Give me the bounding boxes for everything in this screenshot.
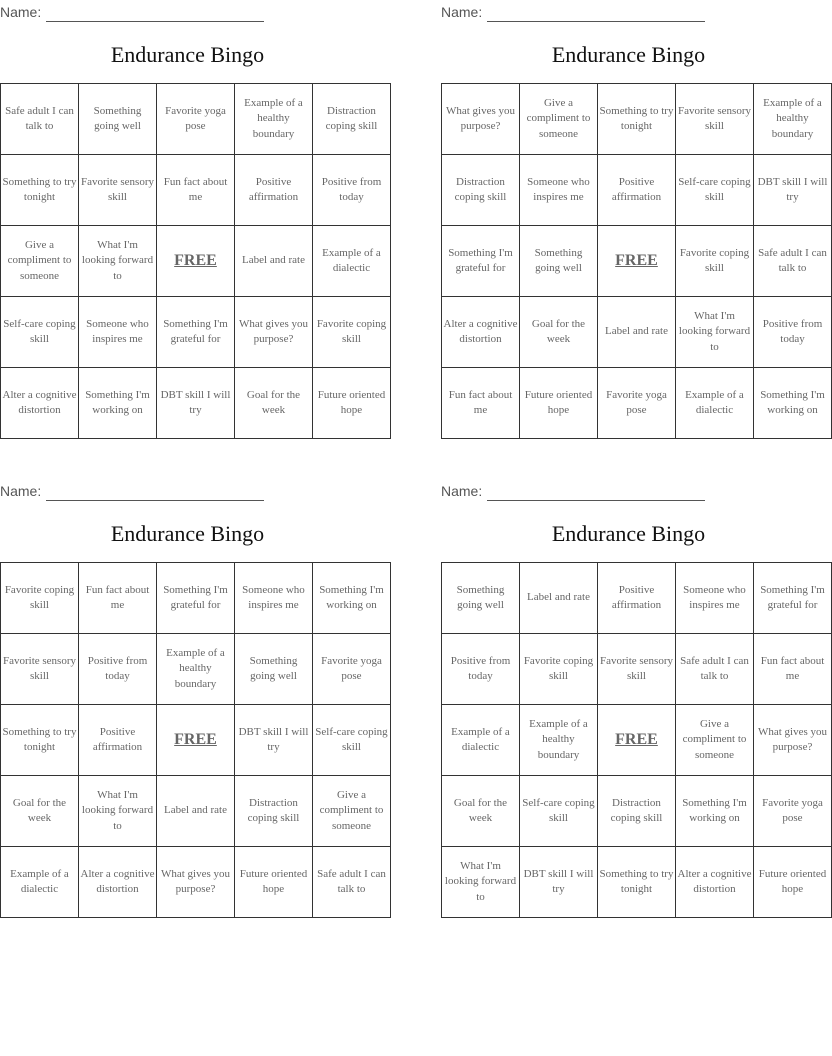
bingo-cell[interactable]: Label and rate [235,226,313,297]
bingo-cell[interactable]: Example of a healthy boundary [157,634,235,705]
bingo-cell[interactable]: Future oriented hope [313,368,391,439]
bingo-row [442,847,832,918]
bingo-cell[interactable]: Self-care coping skill [676,155,754,226]
bingo-row [442,155,832,226]
bingo-cell[interactable]: Safe adult I can talk to [676,634,754,705]
bingo-cell[interactable]: Self-care coping skill [313,705,391,776]
bingo-row [1,226,391,297]
bingo-cell[interactable]: Future oriented hope [754,847,832,918]
free-space-cell[interactable]: FREE [598,226,676,297]
bingo-grid [0,562,391,918]
bingo-cell[interactable]: Fun fact about me [157,155,235,226]
bingo-row [442,776,832,847]
bingo-cell[interactable]: DBT skill I will try [157,368,235,439]
bingo-cell[interactable]: Alter a cognitive distortion [442,297,520,368]
bingo-cell[interactable]: Goal for the week [520,297,598,368]
bingo-cell[interactable]: Favorite coping skill [676,226,754,297]
bingo-cell[interactable]: Something I'm working on [79,368,157,439]
bingo-cell[interactable]: Something I'm grateful for [157,297,235,368]
card-title: Endurance Bingo [110,42,265,67]
name-line [0,0,300,22]
bingo-cell[interactable]: Something going well [79,84,157,155]
bingo-cell[interactable]: Fun fact about me [442,368,520,439]
bingo-cell[interactable]: Safe adult I can talk to [754,226,832,297]
bingo-cell[interactable]: Give a compliment to someone [520,84,598,155]
name-field[interactable] [487,484,705,501]
bingo-grid [0,83,391,439]
bingo-cell[interactable]: Positive affirmation [79,705,157,776]
bingo-cell[interactable]: Example of a healthy boundary [754,84,832,155]
bingo-cell[interactable]: Favorite sensory skill [676,84,754,155]
bingo-card-4 [441,479,828,914]
bingo-row [1,563,391,634]
bingo-cell[interactable]: Something I'm grateful for [442,226,520,297]
bingo-cell[interactable]: Safe adult I can talk to [313,847,391,918]
bingo-cell[interactable]: Something to try tonight [1,155,79,226]
bingo-cell[interactable]: Distraction coping skill [598,776,676,847]
bingo-row [1,368,391,439]
bingo-cell[interactable]: Something to try tonight [598,84,676,155]
bingo-cell[interactable]: Distraction coping skill [442,155,520,226]
bingo-cell[interactable]: Positive from today [754,297,832,368]
bingo-cell[interactable]: Goal for the week [442,776,520,847]
bingo-cell[interactable]: Example of a dialectic [313,226,391,297]
bingo-row [442,563,832,634]
bingo-cell[interactable]: Alter a cognitive distortion [676,847,754,918]
bingo-cell[interactable]: Something I'm working on [676,776,754,847]
bingo-cell[interactable]: DBT skill I will try [235,705,313,776]
bingo-cell[interactable]: Alter a cognitive distortion [79,847,157,918]
bingo-cell[interactable]: Something going well [442,563,520,634]
bingo-cell[interactable]: Positive from today [313,155,391,226]
bingo-cell[interactable]: What gives you purpose? [157,847,235,918]
bingo-cell[interactable]: Something to try tonight [1,705,79,776]
bingo-card-1 [0,0,387,435]
bingo-cell[interactable]: Something I'm grateful for [157,563,235,634]
bingo-cell[interactable]: DBT skill I will try [754,155,832,226]
bingo-grid [441,562,832,918]
bingo-cell[interactable]: What I'm looking forward to [676,297,754,368]
bingo-cell[interactable]: Label and rate [598,297,676,368]
bingo-cell[interactable]: Positive affirmation [598,563,676,634]
bingo-row [442,84,832,155]
bingo-cell[interactable]: Fun fact about me [79,563,157,634]
bingo-cell[interactable]: Something I'm working on [313,563,391,634]
bingo-cell[interactable]: Someone who inspires me [79,297,157,368]
bingo-cell[interactable]: Goal for the week [235,368,313,439]
bingo-cell[interactable]: Label and rate [520,563,598,634]
bingo-cell[interactable]: What gives you purpose? [442,84,520,155]
bingo-cell[interactable]: Self-care coping skill [520,776,598,847]
name-line [441,0,741,22]
bingo-cell[interactable]: Example of a dialectic [676,368,754,439]
bingo-cell[interactable]: Distraction coping skill [235,776,313,847]
name-label: Name: [0,4,42,20]
bingo-cell[interactable]: Favorite sensory skill [79,155,157,226]
bingo-cell[interactable]: Favorite sensory skill [1,634,79,705]
bingo-row [442,705,832,776]
bingo-row [442,297,832,368]
bingo-cell[interactable]: Favorite yoga pose [754,776,832,847]
free-space-cell[interactable]: FREE [598,705,676,776]
bingo-cell[interactable]: Give a compliment to someone [313,776,391,847]
name-line [441,479,741,501]
bingo-cell[interactable]: Give a compliment to someone [1,226,79,297]
bingo-cell[interactable]: Goal for the week [1,776,79,847]
name-field[interactable] [46,5,264,22]
name-field[interactable] [487,5,705,22]
card-title: Endurance Bingo [551,521,706,546]
free-space-cell[interactable]: FREE [157,705,235,776]
bingo-row [1,155,391,226]
name-label: Name: [0,483,42,499]
bingo-cell[interactable]: Favorite yoga pose [313,634,391,705]
bingo-cell[interactable]: Example of a healthy boundary [235,84,313,155]
bingo-cell[interactable]: What gives you purpose? [754,705,832,776]
bingo-cell[interactable]: Alter a cognitive distortion [1,368,79,439]
bingo-cell[interactable]: Positive from today [79,634,157,705]
bingo-row [1,297,391,368]
bingo-cell[interactable]: Example of a dialectic [442,705,520,776]
bingo-cell[interactable]: Safe adult I can talk to [1,84,79,155]
bingo-cell[interactable]: Future oriented hope [520,368,598,439]
bingo-cell[interactable]: What gives you purpose? [235,297,313,368]
bingo-cell[interactable]: Favorite coping skill [520,634,598,705]
card-title: Endurance Bingo [110,521,265,546]
bingo-card-2 [441,0,828,435]
bingo-cell[interactable]: Example of a dialectic [1,847,79,918]
bingo-cell[interactable]: Someone who inspires me [235,563,313,634]
bingo-cell[interactable]: Give a compliment to someone [676,705,754,776]
bingo-cell[interactable]: Someone who inspires me [520,155,598,226]
bingo-cell[interactable]: Favorite coping skill [313,297,391,368]
bingo-cell[interactable]: DBT skill I will try [520,847,598,918]
bingo-row [1,705,391,776]
bingo-card-3 [0,479,388,914]
bingo-cell[interactable]: Positive affirmation [598,155,676,226]
bingo-cell[interactable]: Label and rate [157,776,235,847]
bingo-row [1,634,391,705]
bingo-grid [441,83,832,439]
bingo-cell[interactable]: Distraction coping skill [313,84,391,155]
name-line [0,479,300,501]
bingo-row [1,84,391,155]
bingo-cell[interactable]: Something going well [235,634,313,705]
name-label: Name: [441,4,483,20]
bingo-row [442,634,832,705]
free-space-cell[interactable]: FREE [157,226,235,297]
bingo-cell[interactable]: Example of a healthy boundary [520,705,598,776]
bingo-cell[interactable]: Favorite yoga pose [157,84,235,155]
bingo-cell[interactable]: Self-care coping skill [1,297,79,368]
bingo-cell[interactable]: Positive from today [442,634,520,705]
bingo-cell[interactable]: Future oriented hope [235,847,313,918]
bingo-row [1,776,391,847]
bingo-cell[interactable]: What I'm looking forward to [442,847,520,918]
bingo-row [1,847,391,918]
bingo-cell[interactable]: Someone who inspires me [676,563,754,634]
bingo-row [442,368,832,439]
bingo-cell[interactable]: Favorite sensory skill [598,634,676,705]
bingo-cell[interactable]: Positive affirmation [235,155,313,226]
bingo-cell[interactable]: Something going well [520,226,598,297]
bingo-cell[interactable]: Something I'm grateful for [754,563,832,634]
bingo-cell[interactable]: Something I'm working on [754,368,832,439]
name-label: Name: [441,483,483,499]
bingo-row [442,226,832,297]
bingo-cell[interactable]: Favorite coping skill [1,563,79,634]
bingo-cell[interactable]: Favorite yoga pose [598,368,676,439]
name-field[interactable] [46,484,264,501]
bingo-cell[interactable]: What I'm looking forward to [79,776,157,847]
card-title: Endurance Bingo [551,42,706,67]
bingo-cell[interactable]: Fun fact about me [754,634,832,705]
bingo-cell[interactable]: What I'm looking forward to [79,226,157,297]
bingo-cell[interactable]: Something to try tonight [598,847,676,918]
